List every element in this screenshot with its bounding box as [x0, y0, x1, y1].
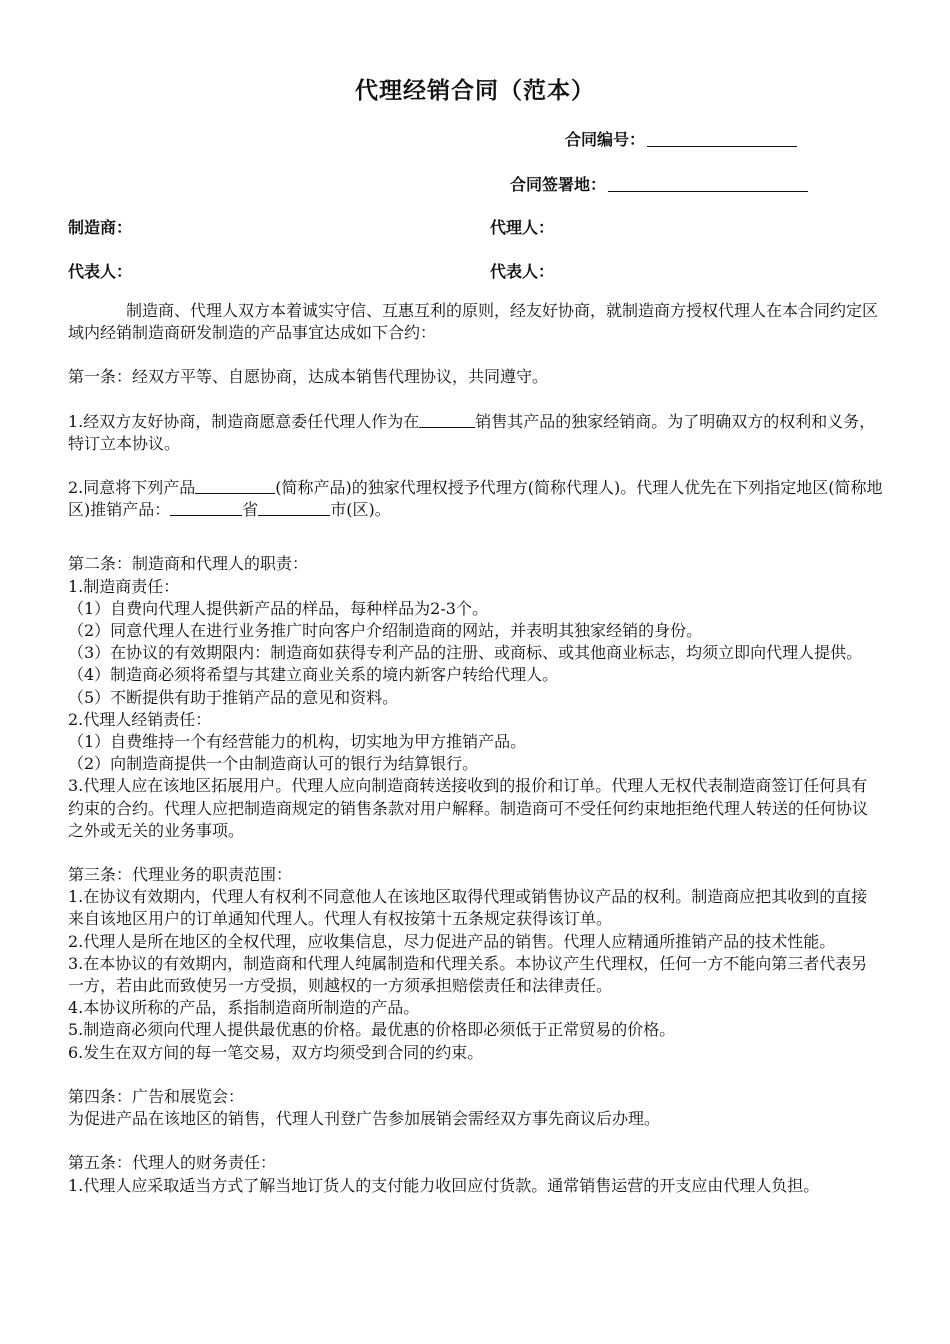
- article-1-clause-1: [68, 411, 883, 455]
- article-4-heading: 第四条：广告和展览会：: [68, 1086, 245, 1106]
- article-2-section-3: 3.代理人应在该地区拓展用户。代理人应向制造商转送接收到的报价和订单。代理人无权代表制造商签订任何具有约束的合约。代理人应把制造商规定的销售条款对用户解释。制造商可不受任何约束地拒绝代理人转送的任何协议之外或无关的业务事项。: [68, 776, 869, 840]
- sign-place-line: [510, 172, 808, 195]
- article-2-section-1: 1.制造商责任：: [68, 576, 180, 596]
- article-2-item: （4）制造商必须将希望与其建立商业关系的境内新客户转给代理人。: [68, 665, 559, 685]
- sign-place-label: 合同签署地：: [510, 175, 607, 194]
- article-5-clause: 1.代理人应采取适当方式了解当地订货人的支付能力收回应付货款。通常销售运营的开支应由代理人负担。: [68, 1175, 820, 1195]
- article-2-item: （2）向制造商提供一个由制造商认可的银行为结算银行。: [68, 754, 479, 774]
- clause-text: 省: [242, 500, 259, 520]
- article-3-clause: 4.本协议所称的产品，系指制造商所制造的产品。: [68, 998, 420, 1018]
- article-3-heading: 第三条：代理业务的职责范围：: [68, 865, 293, 885]
- clause-text: 1.经双方友好协商，制造商愿意委任代理人作为在: [68, 411, 420, 431]
- intro-paragraph: 制造商、代理人双方本着诚实守信、互惠互利的原则，经友好协商，就制造商方授权代理人在本合同约定区域内经销制造商研发制造的产品事宜达成如下合约：: [68, 301, 879, 343]
- clause-text: (简称产品)的独家代理权授予代理方(简称代理人)。代理人优先在下列指定地区(简称地区)推销产品：: [68, 478, 883, 520]
- article-2-item: （1）自费维持一个有经营能力的机构，切实地为甲方推销产品。: [68, 732, 527, 752]
- product-blank: [195, 478, 275, 494]
- contract-number-blank: [647, 130, 797, 147]
- article-3-clause: 1.在协议有效期内，代理人有权利不同意他人在该地区取得代理或销售协议产品的权利。制造商应把其收到的直接来自该地区用户的订单通知代理人。代理人有权按第十五条规定获得该订单。: [68, 887, 868, 929]
- article-3-clause: 3.在本协议的有效期内，制造商和代理人纯属制造和代理关系。本协议产生代理权，任何一方不能向第三者代表另一方，若由此而致使另一方受损，则越权的一方须承担赔偿责任和法律责任。: [68, 953, 868, 996]
- document-title: 代理经销合同（范本）: [355, 78, 595, 104]
- article-2-item: （1）自费向代理人提供新产品的样品，每种样品为2-3个。: [68, 598, 488, 618]
- manufacturer-label: 制造商：: [68, 218, 133, 237]
- article-3-clause: 5.制造商必须向代理人提供最优惠的价格。最优惠的价格即必须低于正常贸易的价格。: [68, 1020, 676, 1040]
- article-4-clause: 为促进产品在该地区的销售，代理人刊登广告参加展销会需经双方事先商议后办理。: [68, 1109, 661, 1129]
- contract-number-line: [565, 127, 797, 150]
- article-1-heading: 第一条：经双方平等、自愿协商，达成本销售代理协议，共同遵守。: [68, 367, 549, 387]
- article-5-heading: 第五条：代理人的财务责任：: [68, 1153, 277, 1173]
- sign-place-blank: [608, 175, 808, 192]
- article-2-item: （2）同意代理人在进行业务推广时向客户介绍制造商的网站，并表明其独家经销的身份。: [68, 621, 703, 641]
- clause-text: 销售其产品的独家经销商。为了明确双方的权利和义务，特订立本协议。: [68, 411, 876, 453]
- article-2-item: （5）不断提供有助于推销产品的意见和资料。: [68, 687, 399, 707]
- region-blank: [419, 412, 475, 428]
- article-2-heading: 第二条：制造商和代理人的职责：: [68, 554, 309, 574]
- article-3-clause: 6.发生在双方间的每一笔交易，双方均须受到合同的约束。: [68, 1042, 484, 1062]
- city-blank: [258, 500, 330, 516]
- contract-number-label: 合同编号：: [565, 130, 646, 149]
- agent-rep-label: 代表人：: [490, 262, 555, 281]
- clause-text: 2.同意将下列产品: [68, 478, 196, 498]
- agent-label: 代理人：: [490, 218, 555, 237]
- contract-body: [68, 300, 883, 1197]
- article-2-item: （3）在协议的有效期限内：制造商如获得专利产品的注册、或商标、或其他商业标志，均须立即向代理人提供。: [68, 643, 863, 663]
- article-3-clause: 2.代理人是所在地区的全权代理，应收集信息，尽力促进产品的销售。代理人应精通所推销产品的技术性能。: [68, 931, 836, 951]
- clause-text: 市(区)。: [330, 500, 391, 520]
- manufacturer-rep-label: 代表人：: [68, 262, 133, 281]
- article-2-section-2: 2.代理人经销责任：: [68, 709, 212, 729]
- province-blank: [170, 500, 242, 516]
- article-1-clause-2: [68, 477, 883, 521]
